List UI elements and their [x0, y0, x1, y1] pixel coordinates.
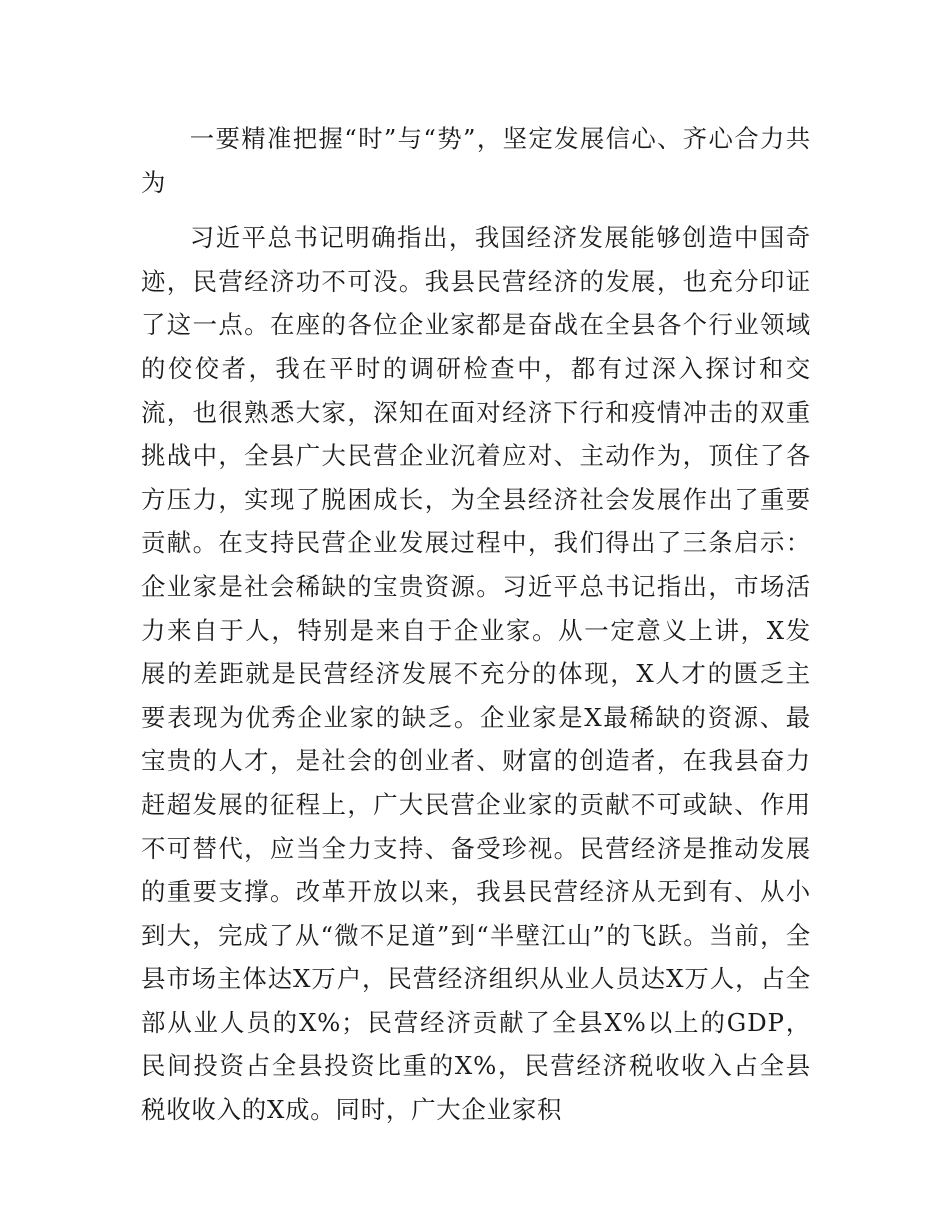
body-paragraph: 习近平总书记明确指出，我国经济发展能够创造中国奇迹，民营经济功不可没。我县民营经济的发展，也充分印证了这一点。在座的各位企业家都是奋战在全县各个行业领域的佼佼者，我在平时的调研检查中，都有过深入探讨和交流，也很熟悉大家，深知在面对经济下行和疫情冲击的双重挑战中，全县广大民营企业沉着应对、主动作为，顶住了各方压力，实现了脱困成长，为全县经济社会发展作出了重要贡献。在支持民营企业发展过程中，我们得出了三条启示：企业家是社会稀缺的宝贵资源。习近平总书记指出，市场活力来自于人，特别是来自于企业家。从一定意义上讲，X发展的差距就是民营经济发展不充分的体现，X人才的匮乏主要表现为优秀企业家的缺乏。企业家是X最稀缺的资源、最宝贵的人才，是社会的创业者、财富的创造者，在我县奋力赶超发展的征程上，广大民营企业家的贡献不可或缺、作用不可替代，应当全力支持、备受珍视。民营经济是推动发展的重要支撑。改革开放以来，我县民营经济从无到有、从小到大，完成了从“微不足道”到“半壁江山”的飞跃。当前，全县市场主体达X万户，民营经济组织从业人员达X万人，占全部从业人员的X%；民营经济贡献了全县X%以上的GDP，民间投资占全县投资比重的X%，民营经济税收收入占全县税收收入的X成。同时，广大企业家积 [141, 223, 811, 1125]
document-content [141, 117, 811, 1132]
section-heading: 一要精准把握“时”与“势”，坚定发展信心、齐心合力共为 [141, 124, 811, 197]
